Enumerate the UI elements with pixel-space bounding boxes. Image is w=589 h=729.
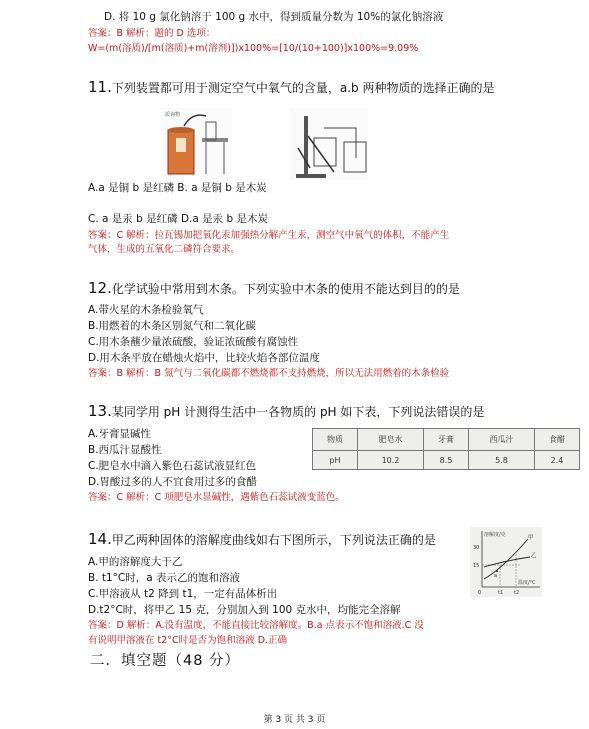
q12-number: 12.	[88, 279, 112, 297]
q11-figure-label: 质询物	[165, 112, 181, 118]
q12-answer: 答案：B 解析：B 氮气与二氧化碳都不燃烧都不支持燃烧，所以无法用燃着的木条检验	[88, 368, 450, 379]
q14-option-c: C.甲溶液从 t2 降到 t1，一定有晶体析出	[88, 588, 278, 600]
q13-answer: 答案：C 解析：C 项肥皂水显碱性，遇紫色石蕊试液变蓝色。	[88, 492, 345, 503]
q13-option-a: A.牙膏显碱性	[88, 428, 151, 440]
q12-option-a: A.带火星的木条检验氧气	[88, 304, 204, 316]
q14-title	[88, 532, 436, 547]
q14-option-d: D.t2°C时，将甲乙 15 克，分别加入到 100 克水中，均能完全溶解	[88, 604, 401, 616]
q13-ph-table	[312, 428, 580, 470]
q13-table-cell: 10.2	[357, 451, 423, 470]
q14-graph-label-jia: 甲	[528, 535, 534, 541]
q12-option-c: C.用木条蘸少量浓硫酸，验证浓硫酸有腐蚀性	[88, 336, 299, 348]
q14-graph-y30: 30	[473, 545, 480, 551]
q14-text: 甲乙两种固体的溶解度曲线如右下图所示，下列说法正确的是	[111, 533, 436, 547]
q14-graph-ylabel: 溶解度/克	[484, 532, 506, 538]
q14-option-a: A.甲的溶解度大于乙	[88, 556, 183, 568]
q11-title	[88, 80, 494, 95]
q11-answer-line2: 气体，生成的五氧化二磷符合要求。	[88, 244, 241, 255]
q13-table-cell: 8.5	[424, 451, 469, 470]
q11-apparatus-a-image	[162, 108, 232, 176]
q11-answer-line1: 答案：C 解析：拉瓦锡加把氧化汞加强热分解产生汞，测空气中氧气的体积，不能产生	[88, 230, 450, 241]
q13-table-header-cell: 西瓜汁	[468, 429, 534, 451]
q12-title	[88, 281, 460, 296]
q13-option-d: D.胃酸过多的人不宜食用过多的食醋	[88, 476, 257, 488]
q14-graph-xlabel: 温度/°C	[518, 580, 536, 586]
q11-options-cd: C. a 是汞 b 是红磷 D.a 是汞 b 是木炭	[88, 213, 268, 225]
q14-graph-origin: 0	[478, 590, 482, 596]
q13-table-header-cell: 物质	[313, 429, 358, 451]
q13-table-ph-row	[313, 451, 580, 470]
q11-apparatus-b-image	[290, 108, 368, 180]
q13-table-cell: 5.8	[468, 451, 534, 470]
page-footer: 第 3 页 共 3 页	[263, 715, 326, 725]
q13-option-b: B.西瓜汁显酸性	[88, 444, 162, 456]
q10-option-d: D. 将 10 g 氯化钠溶于 100 g 水中，得到质量分数为 10%的氯化钠溶液	[104, 11, 444, 23]
q10-answer-line2: W=(m(溶质)/[m(溶质)+m(溶剂)])x100%=[10/(10+100)]x100%=9.09%	[88, 43, 419, 54]
q11-number: 11.	[88, 78, 112, 96]
q14-answer-line2: 有说明甲溶液在 t2°C时是否为饱和溶液 D.正确	[88, 635, 288, 646]
q13-title	[88, 404, 484, 419]
q14-answer-line1: 答案：D 解析：A.没有温度，不能直接比较溶解度。B.a 点表示不饱和溶液.C 没	[88, 620, 424, 631]
q12-text: 化学试验中常用到木条。下列实验中木条的使用不能达到目的的是	[111, 282, 460, 296]
q10-answer-line1: 答案：B 解析：题的 D 选项：	[88, 28, 216, 39]
q14-option-b: B. t1°C时，a 表示乙的饱和溶液	[88, 572, 241, 584]
q14-graph-point-a: a	[494, 573, 498, 579]
section-heading-fill-in: 二．填空题（48 分）	[90, 653, 241, 669]
q13-table-cell: pH	[313, 451, 358, 470]
q14-solubility-graph	[470, 527, 542, 597]
q14-graph-y15: 15	[473, 563, 480, 569]
q14-number: 14.	[88, 530, 112, 548]
q13-table-header-cell: 牙膏	[424, 429, 469, 451]
q11-options-ab: A.a 是铜 b 是红磷 B. a 是铜 b 是木炭	[88, 182, 267, 194]
q12-option-b: B.用燃着的木条区别氮气和二氧化碳	[88, 320, 257, 332]
q14-graph-label-yi: 乙	[531, 553, 537, 559]
q13-option-c: C.肥皂水中滴入紫色石蕊试液显红色	[88, 460, 257, 472]
q11-text: 下列装置都可用于测定空气中氧气的含量，a.b 两种物质的选择正确的是	[111, 81, 495, 95]
q13-text: 某同学用 pH 计测得生活中一各物质的 pH 如下表，下列说法错误的是	[111, 405, 485, 419]
q13-table-cell: 2.4	[535, 451, 580, 470]
q12-option-d: D.用木条平放在蜡烛火焰中，比较火焰各部位温度	[88, 352, 320, 364]
q13-number: 13.	[88, 402, 112, 420]
q13-table-header-cell: 肥皂水	[357, 429, 423, 451]
q13-table-header-cell: 食醋	[535, 429, 580, 451]
q14-graph-t2: t2	[514, 590, 520, 596]
q14-graph-t1: t1	[498, 590, 504, 596]
q13-table-header-row	[313, 429, 580, 451]
